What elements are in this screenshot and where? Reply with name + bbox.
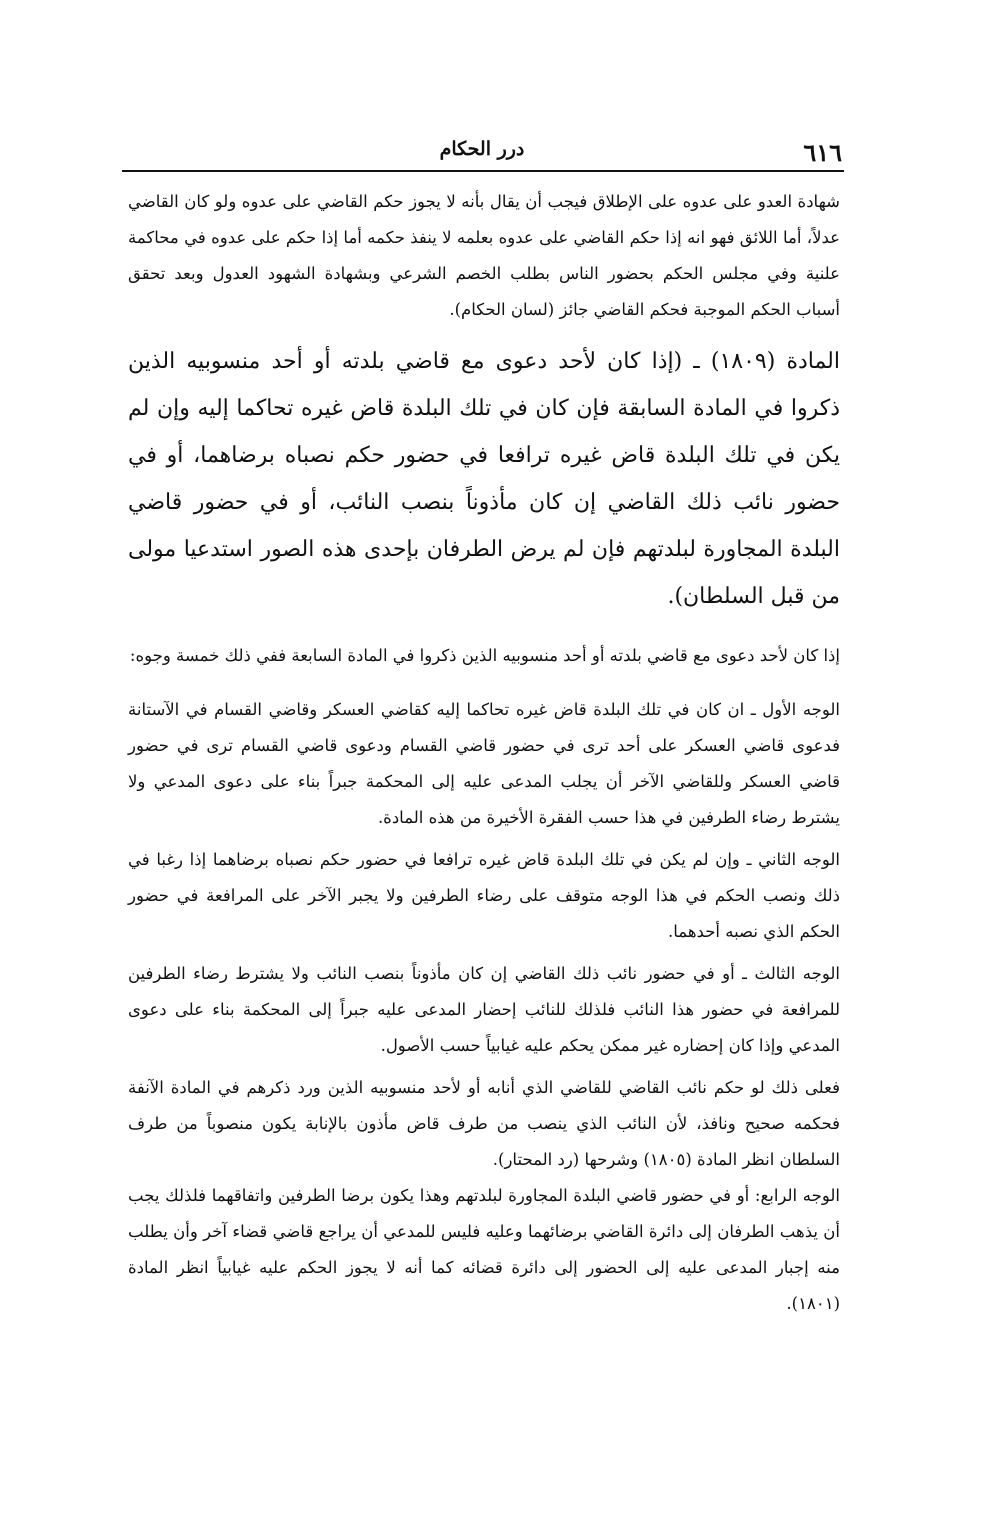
- page-body: [128, 184, 840, 1322]
- commentary-first-aspect: الوجه الأول ـ ان كان في تلك البلدة قاض غيره تحاكما إليه كقاضي العسكر وقاضي القسام في الآستانة فدعوى قاضي العسكر على أحد ترى في حضور قاضي القسام ودعوى قاضي القسام ترى في حضور قاضي العسكر وللقاضي الآخر أن يجلب المدعى عليه إلى المحكمة جبراً بناء على دعوى المدعي ولا يشترط رضاء الطرفين في هذا حسب الفقرة الأخيرة من هذه المادة.: [128, 700, 840, 827]
- article-1809-text: المادة (١٨٠٩) ـ (إذا كان لأحد دعوى مع قاضي بلدته أو أحد منسوبيه الذين ذكروا في المادة السابقة فإن كان في تلك البلدة قاض غيره تحاكما إليه وإن لم يكن في تلك البلدة قاض غيره ترافعا في حضور حكم نصباه برضاهما، أو في حضور نائب ذلك القاضي إن كان مأذوناً بنصب النائب، أو في حضور قاضي البلدة المجاورة لبلدتهم فإن لم يرض الطرفان بإحدى هذه الصور استدعيا مولى من قبل السلطان).: [128, 349, 841, 609]
- commentary-second-aspect: الوجه الثاني ـ وإن لم يكن في تلك البلدة قاض غيره ترافعا في حضور حكم نصباه برضاهما إذا رغبا في ذلك ونصب الحكم في هذا الوجه متوقف على رضاء الطرفين ولا يجبر الآخر على المرافعة في حضور الحكم الذي نصبه أحدهما.: [128, 850, 840, 941]
- page-number: ٦١٦: [803, 138, 842, 167]
- commentary-fourth-aspect: الوجه الرابع: أو في حضور قاضي البلدة المجاورة لبلدتهم وهذا يكون برضا الطرفين واتفاقهما فلذلك يجب أن يذهب الطرفان إلى دائرة القاضي برضائهما وعليه فليس للمدعي أن يراجع قاضي قضاء آخر وأن يطلب منه إجبار المدعى عليه إلى الحضور إلى دائرة قضائه كما أنه لا يجوز الحكم عليه غيابياً انظر المادة (١٨٠١).: [128, 1186, 840, 1313]
- running-title: درر الحكام: [439, 138, 525, 160]
- commentary-intro: إذا كان لأحد دعوى مع قاضي بلدته أو أحد منسوبيه الذين ذكروا في المادة السابعة ففي ذلك خمسة وجوه:: [129, 646, 840, 665]
- page-header: [122, 136, 842, 170]
- commentary-deputy-ruling: فعلى ذلك لو حكم نائب القاضي للقاضي الذي أنابه أو لأحد منسوبيه الذين ورد ذكرهم في المادة الآنفة فحكمه صحيح ونافذ، لأن النائب الذي ينصب من طرف قاض مأذون بالإنابة يكون منصوباً من طرف السلطان انظر المادة (١٨٠٥) وشرحها (رد المحتار).: [128, 1078, 840, 1169]
- header-rule: [122, 170, 844, 172]
- commentary-third-aspect: الوجه الثالث ـ أو في حضور نائب ذلك القاضي إن كان مأذوناً بنصب النائب ولا يشترط رضاء الطرفين للمرافعة في حضور هذا النائب فلذلك للنائب إحضار المدعى عليه جبراً إلى المحكمة بناء على دعوى المدعي وإذا كان إحضاره غير ممكن يحكم عليه غيابياً حسب الأصول.: [128, 964, 840, 1055]
- paragraph-continuation: شهادة العدو على عدوه على الإطلاق فيجب أن يقال بأنه لا يجوز حكم القاضي على عدوه ولو كان القاضي عدلاً، أما اللائق فهو انه إذا حكم القاضي على عدوه بعلمه لا ينفذ حكمه أما إذا حكم على عدوه في محاكمة علنية وفي مجلس الحكم بحضور الناس بطلب الخصم الشرعي وبشهادة الشهود العدول وبعد تحقق أسباب الحكم الموجبة فحكم القاضي جائز (لسان الحكام).: [128, 192, 840, 319]
